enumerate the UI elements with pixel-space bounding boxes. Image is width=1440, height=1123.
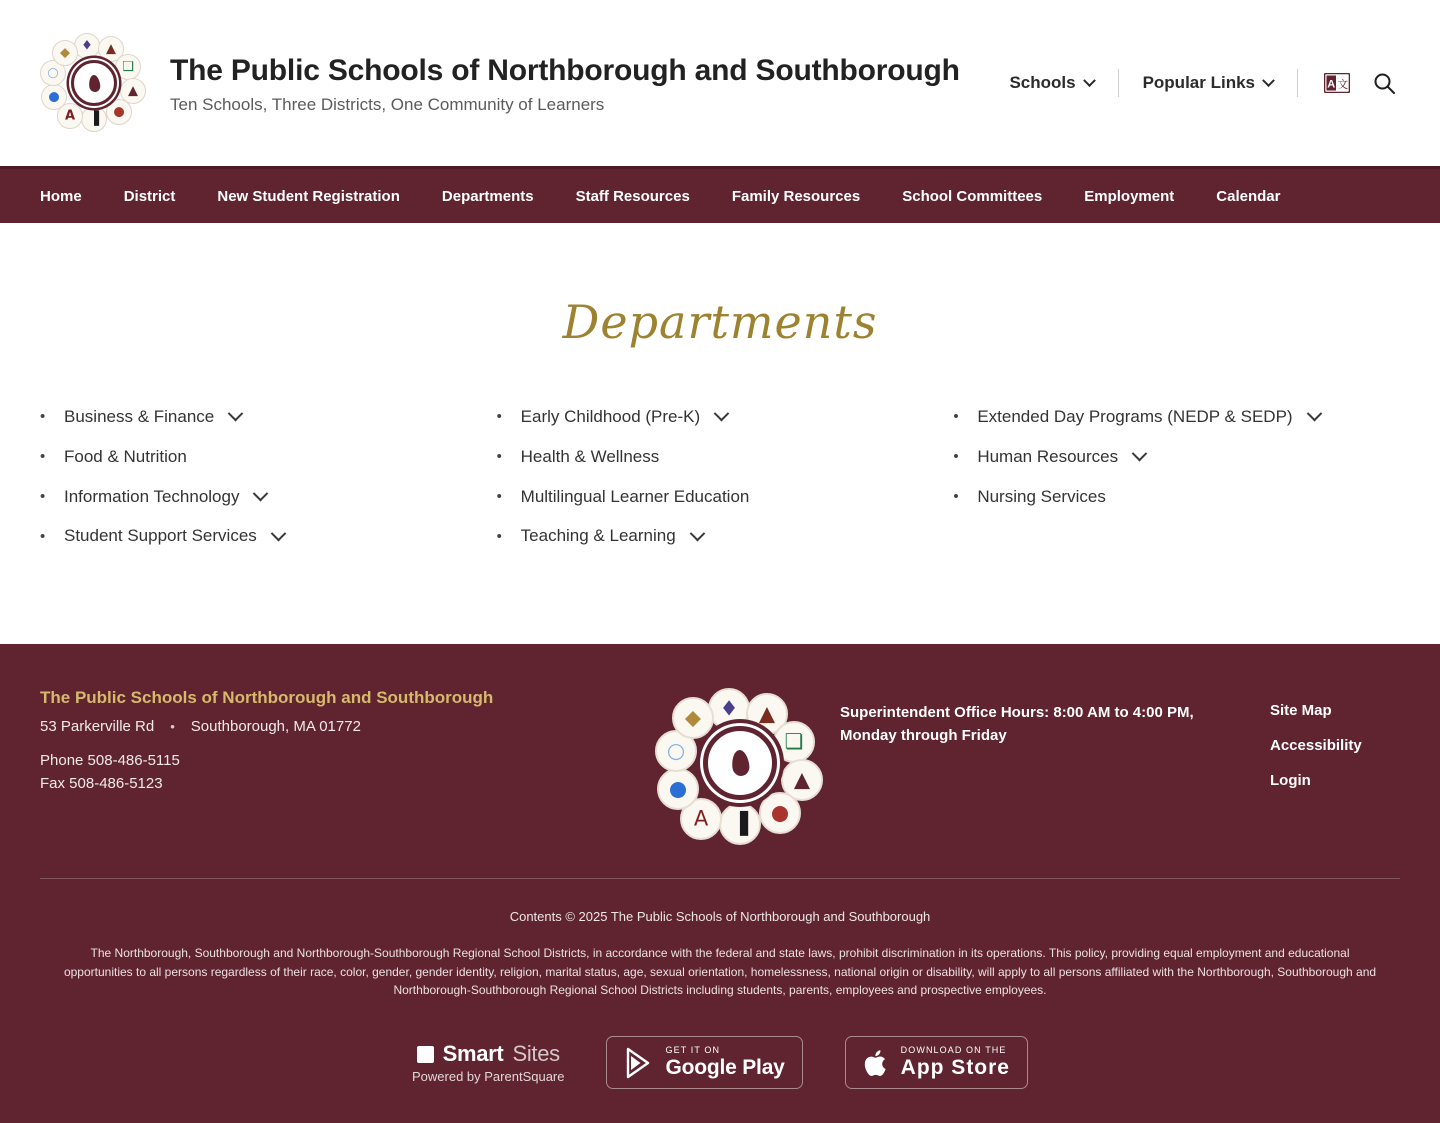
chevron-down-icon[interactable] bbox=[714, 406, 730, 422]
bullet-icon: • bbox=[496, 487, 502, 505]
department-label[interactable]: Business & Finance bbox=[64, 407, 215, 426]
department-item[interactable] bbox=[953, 445, 1400, 469]
school-badge-9: ○ bbox=[40, 60, 66, 86]
bullet-icon: • bbox=[40, 487, 46, 505]
school-badge-2: ▲ bbox=[98, 36, 124, 62]
smart-sites-wordmark bbox=[412, 1041, 564, 1067]
department-label[interactable]: Multilingual Learner Education bbox=[520, 486, 750, 506]
bullet-icon: • bbox=[953, 448, 959, 466]
brand-block[interactable] bbox=[40, 33, 960, 133]
translate-button[interactable] bbox=[1324, 73, 1350, 93]
departments-columns bbox=[40, 405, 1400, 548]
popular-links-dropdown[interactable] bbox=[1119, 73, 1297, 93]
nav-item-school-committees[interactable]: School Committees bbox=[902, 187, 1043, 205]
footer-org-name: The Public Schools of Northborough and Southborough bbox=[40, 688, 494, 708]
school-badge-2: ▲ bbox=[746, 693, 788, 735]
footer-city-state-zip: Southborough, MA 01772 bbox=[190, 718, 361, 736]
school-badge-5: ● bbox=[106, 99, 132, 125]
school-badge-6: ▐ bbox=[81, 106, 107, 132]
school-badge-3: ❏ bbox=[773, 721, 815, 763]
departments-column-3 bbox=[953, 405, 1400, 548]
department-item[interactable] bbox=[953, 485, 1400, 509]
district-seal-logo[interactable] bbox=[40, 33, 148, 133]
search-icon bbox=[1372, 71, 1396, 95]
school-badge-1: ♦ bbox=[74, 33, 100, 59]
footer-link-site-map[interactable]: Site Map bbox=[1270, 702, 1332, 720]
popular-links-dropdown-label: Popular Links bbox=[1142, 73, 1255, 92]
chevron-down-icon[interactable] bbox=[1306, 406, 1322, 422]
school-badge-4: ▲ bbox=[120, 78, 146, 104]
google-play-badge[interactable] bbox=[606, 1036, 802, 1089]
department-label[interactable]: Information Technology bbox=[64, 486, 240, 506]
department-label[interactable]: Extended Day Programs (NEDP & SEDP) bbox=[977, 407, 1293, 426]
department-label[interactable]: Student Support Services bbox=[64, 526, 257, 546]
nav-item-departments[interactable]: Departments bbox=[441, 187, 534, 205]
school-badge-7: A bbox=[680, 798, 722, 840]
schools-dropdown[interactable] bbox=[985, 73, 1117, 93]
bullet-icon: • bbox=[953, 408, 959, 426]
chevron-down-icon[interactable] bbox=[253, 486, 269, 502]
header-utility-bar bbox=[985, 63, 1400, 103]
footer-street: 53 Parkerville Rd bbox=[40, 718, 155, 736]
smart-sites-word1: Smart bbox=[442, 1041, 504, 1067]
smart-sites-square-icon bbox=[417, 1046, 434, 1063]
bullet-icon: • bbox=[40, 448, 46, 466]
schools-dropdown-label: Schools bbox=[1009, 73, 1076, 92]
nav-item-home[interactable]: Home bbox=[40, 187, 82, 205]
brand-text bbox=[170, 51, 960, 114]
bullet-icon: • bbox=[40, 408, 46, 426]
departments-column-1 bbox=[40, 405, 487, 548]
district-seal-center bbox=[703, 726, 777, 800]
translate-icon bbox=[1324, 73, 1350, 93]
address-separator-icon: • bbox=[170, 719, 175, 735]
nav-item-family-resources[interactable]: Family Resources bbox=[731, 187, 861, 205]
chevron-down-icon bbox=[1262, 74, 1275, 87]
footer-top bbox=[40, 688, 1400, 878]
nav-item-district[interactable]: District bbox=[123, 187, 176, 205]
department-label[interactable]: Early Childhood (Pre-K) bbox=[520, 407, 701, 426]
school-badge-10: ◆ bbox=[672, 697, 714, 739]
department-label[interactable]: Teaching & Learning bbox=[520, 526, 676, 546]
header-divider bbox=[1297, 69, 1298, 97]
search-button[interactable] bbox=[1372, 71, 1396, 95]
department-item[interactable] bbox=[497, 485, 944, 509]
bullet-icon: • bbox=[496, 527, 502, 545]
department-label[interactable]: Health & Wellness bbox=[520, 446, 660, 466]
app-store-badge[interactable] bbox=[845, 1036, 1028, 1089]
site-header bbox=[0, 0, 1440, 166]
smart-sites-word2: Sites bbox=[512, 1041, 560, 1067]
school-badge-3: ❏ bbox=[115, 54, 141, 80]
department-item[interactable] bbox=[497, 524, 944, 548]
school-badge-5: ● bbox=[759, 792, 801, 834]
bullet-icon: • bbox=[496, 408, 502, 426]
google-play-text bbox=[665, 1046, 784, 1079]
footer-phone[interactable]: Phone 508-486-5115 bbox=[40, 752, 180, 770]
footer-district-seal-logo[interactable] bbox=[655, 688, 825, 838]
bullet-icon: • bbox=[953, 487, 959, 505]
apple-logo-icon bbox=[863, 1047, 890, 1079]
departments-column-2 bbox=[497, 405, 944, 548]
superintendent-office-hours: Superintendent Office Hours: 8:00 AM to 4:00 PM, Monday through Friday bbox=[840, 704, 1194, 744]
smart-sites-logo[interactable] bbox=[412, 1041, 564, 1084]
school-badge-6: ▐ bbox=[719, 803, 761, 845]
district-seal-center bbox=[71, 60, 117, 106]
main-content bbox=[0, 223, 1440, 644]
google-play-icon bbox=[624, 1047, 654, 1079]
school-badge-7: A bbox=[57, 103, 83, 129]
department-item[interactable] bbox=[40, 405, 487, 429]
footer-contact-block bbox=[40, 688, 640, 796]
department-label[interactable]: Nursing Services bbox=[977, 486, 1106, 506]
department-label[interactable]: Human Resources bbox=[977, 446, 1119, 466]
department-item[interactable] bbox=[40, 524, 487, 548]
nav-item-new-student-registration[interactable]: New Student Registration bbox=[217, 187, 400, 205]
svg-text:A: A bbox=[1327, 78, 1336, 91]
chevron-down-icon bbox=[1083, 74, 1096, 87]
footer-copyright: Contents © 2025 The Public Schools of Northborough and Southborough bbox=[509, 909, 931, 925]
nav-item-staff-resources[interactable]: Staff Resources bbox=[575, 187, 690, 205]
footer-divider bbox=[40, 878, 1400, 879]
site-footer bbox=[0, 644, 1440, 1123]
footer-badges bbox=[40, 1036, 1400, 1123]
footer-fax: Fax 508-486-5123 bbox=[40, 775, 163, 793]
department-item[interactable] bbox=[497, 445, 944, 469]
nav-item-calendar[interactable]: Calendar bbox=[1216, 187, 1281, 205]
department-item[interactable] bbox=[40, 445, 487, 469]
page-title: Departments bbox=[562, 295, 878, 349]
bullet-icon: • bbox=[40, 527, 46, 545]
site-tagline: Ten Schools, Three Districts, One Community of Learners bbox=[170, 94, 605, 114]
department-item[interactable] bbox=[497, 405, 944, 429]
app-store-text bbox=[901, 1046, 1010, 1079]
main-navigation bbox=[0, 166, 1440, 223]
chevron-down-icon[interactable] bbox=[689, 526, 705, 542]
footer-links bbox=[1270, 688, 1400, 789]
school-badge-1: ♦ bbox=[708, 688, 750, 730]
department-item[interactable] bbox=[40, 485, 487, 509]
school-badge-9: ○ bbox=[655, 730, 697, 772]
google-play-small-label: GET IT ON bbox=[665, 1044, 721, 1055]
department-item[interactable] bbox=[953, 405, 1400, 429]
school-badge-8: ● bbox=[657, 768, 699, 810]
svg-text:文: 文 bbox=[1337, 77, 1349, 91]
chevron-down-icon[interactable] bbox=[271, 526, 287, 542]
chevron-down-icon[interactable] bbox=[1132, 446, 1148, 462]
site-title: The Public Schools of Northborough and Southborough bbox=[170, 54, 960, 88]
footer-address bbox=[40, 718, 640, 735]
footer-link-login[interactable]: Login bbox=[1270, 772, 1311, 790]
footer-link-accessibility[interactable]: Accessibility bbox=[1270, 737, 1362, 755]
google-play-big-label: Google Play bbox=[665, 1056, 785, 1080]
footer-legal-notice: The Northborough, Southborough and Northborough-Southborough Regional School Districts, in accordance with the federal and state laws, prohibit discrimination in its operations. This policy, providing equal employment and educational opportunities to all persons regardless of their race, color, gender, gender identity, religion, marital status, age, sexual orientation, homelessness, national origin or disability, will apply to all persons affiliated with the Northborough, Southborough and Northborough-Southborough Regional School Districts including students, parents, employees and prospective employees. bbox=[63, 946, 1377, 998]
school-badge-10: ◆ bbox=[52, 40, 78, 66]
smart-sites-powered-by: Powered by ParentSquare bbox=[412, 1069, 565, 1085]
app-store-big-label: App Store bbox=[900, 1056, 1010, 1080]
chevron-down-icon[interactable] bbox=[228, 406, 244, 422]
school-badge-4: ▲ bbox=[781, 759, 823, 801]
app-store-small-label: DOWNLOAD ON THE bbox=[900, 1044, 1007, 1055]
department-label[interactable]: Food & Nutrition bbox=[64, 446, 187, 466]
bullet-icon: • bbox=[496, 448, 502, 466]
school-badge-8: ● bbox=[41, 84, 67, 110]
nav-item-employment[interactable]: Employment bbox=[1084, 187, 1175, 205]
